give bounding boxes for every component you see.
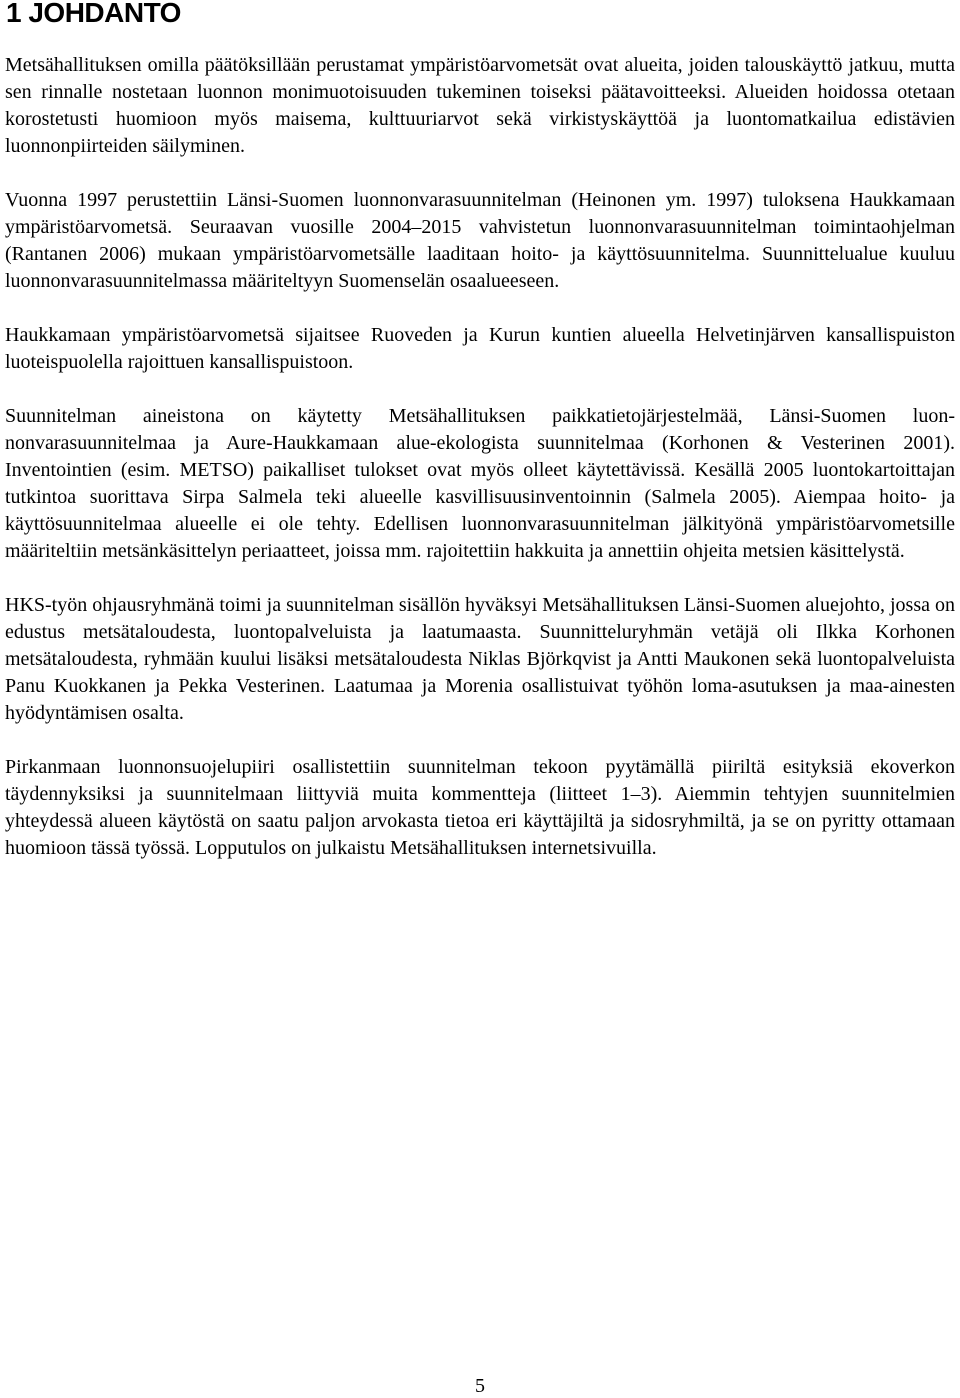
paragraph-location: Haukkamaan ympäristöarvometsä sijaitsee Ruoveden ja Kurun kuntien alueella Helvetinjärven kansallispuiston luoteispuolella rajoittuen kansallispuistoon. [5,324,955,373]
paragraph-steering-group: HKS-työn ohjausryhmänä toimi ja suunnitelman sisällön hyväksyi Metsähallituksen Länsi-Suomen aluejohto, jossa on edustus metsätaloudesta, luontopalveluista ja laatumaasta. Suunnitteluryhmän vetäjä oli Ilkka Korhonen metsätaloudesta, ryhmään kuului lisäksi metsätaloudesta Niklas Björkqvist ja Antti Maukonen sekä luontopalveluista Panu Kuokkanen ja Pekka Vesterinen. Laatumaa ja Morenia osallistuivat työhön loma-asutuksen ja maa-ainesten hyödyntämisen osalta. [5,594,955,724]
paragraph-stakeholders: Pirkanmaan luonnonsuojelupiiri osallistettiin suunnitelman tekoon pyytämällä piiriltä esityksiä ekoverkon täydennyksiksi ja suunnitelmaan liittyviä muita kommentteja (liitteet 1–3). Aiemmin tehtyjen suunnitelmien yhteydessä alueen käytöstä on saatu paljon arvokasta tietoa eri käyttäjiltä ja sidosryhmiltä, ja se on pyritty ottamaan huomioon tässä työssä. Lopputulos on julkaistu Metsähallituksen internetsivuilla. [5,756,955,859]
body-text [5,52,955,862]
paragraph-sources: Suunnitelman aineistona on käytetty Metsähallituksen paikkatietojärjestelmää, Länsi-Suomen luonnonvarasuunnitelmaa ja Aure-Haukkamaan alue-ekologista suunnitelmaa (Korhonen & Vesterinen 2001). Inventointien (esim. METSO) paikalliset tulokset ovat myös olleet käytettävissä. Kesällä 2005 luontokartoittajan tutkintoa suorittava Sirpa Salmela teki alueelle kasvillisuusinventoinnin (Salmela 2005). Aiempaa hoito- ja käyttösuunnitelmaa alueelle ei ole tehty. Edellisen luonnonvarasuunnitelman jälkityönä ympäristöarvometsille määriteltiin metsänkäsittelyn periaatteet, joissa mm. rajoitettiin hakkuita ja annettiin ohjeita metsien käsittelystä. [5,405,955,562]
section-heading: 1 JOHDANTO [6,0,181,28]
paragraph-intro: Metsähallituksen omilla päätöksillään perustamat ympäristöarvometsät ovat alueita, joiden talouskäyttö jatkuu, mutta sen rinnalle nostetaan luonnon monimuotoisuuden tukeminen toiseksi päätavoitteeksi. Alueiden hoidossa otetaan korostetusti huomioon myös maisema, kulttuuriarvot sekä virkistyskäyttöä ja luontomatkailua edistävien luonnonpiirteiden säilyminen. [5,54,955,157]
page-number: 5 [475,1375,485,1397]
paragraph-background: Vuonna 1997 perustettiin Länsi-Suomen luonnonvarasuunnitelman (Heinonen ym. 1997) tuloksena Haukkamaan ympäristöarvometsä. Seuraavan vuosille 2004–2015 vahvistetun luonnonvarasuunnitelman toimintaohjelman (Rantanen 2006) mukaan ympäristöarvometsälle laaditaan hoito- ja käyttösuunnitelma. Suunnittelualue kuuluu luonnonvarasuunnitelmassa määriteltyyn Suomenselän osaalueeseen. [5,189,955,292]
